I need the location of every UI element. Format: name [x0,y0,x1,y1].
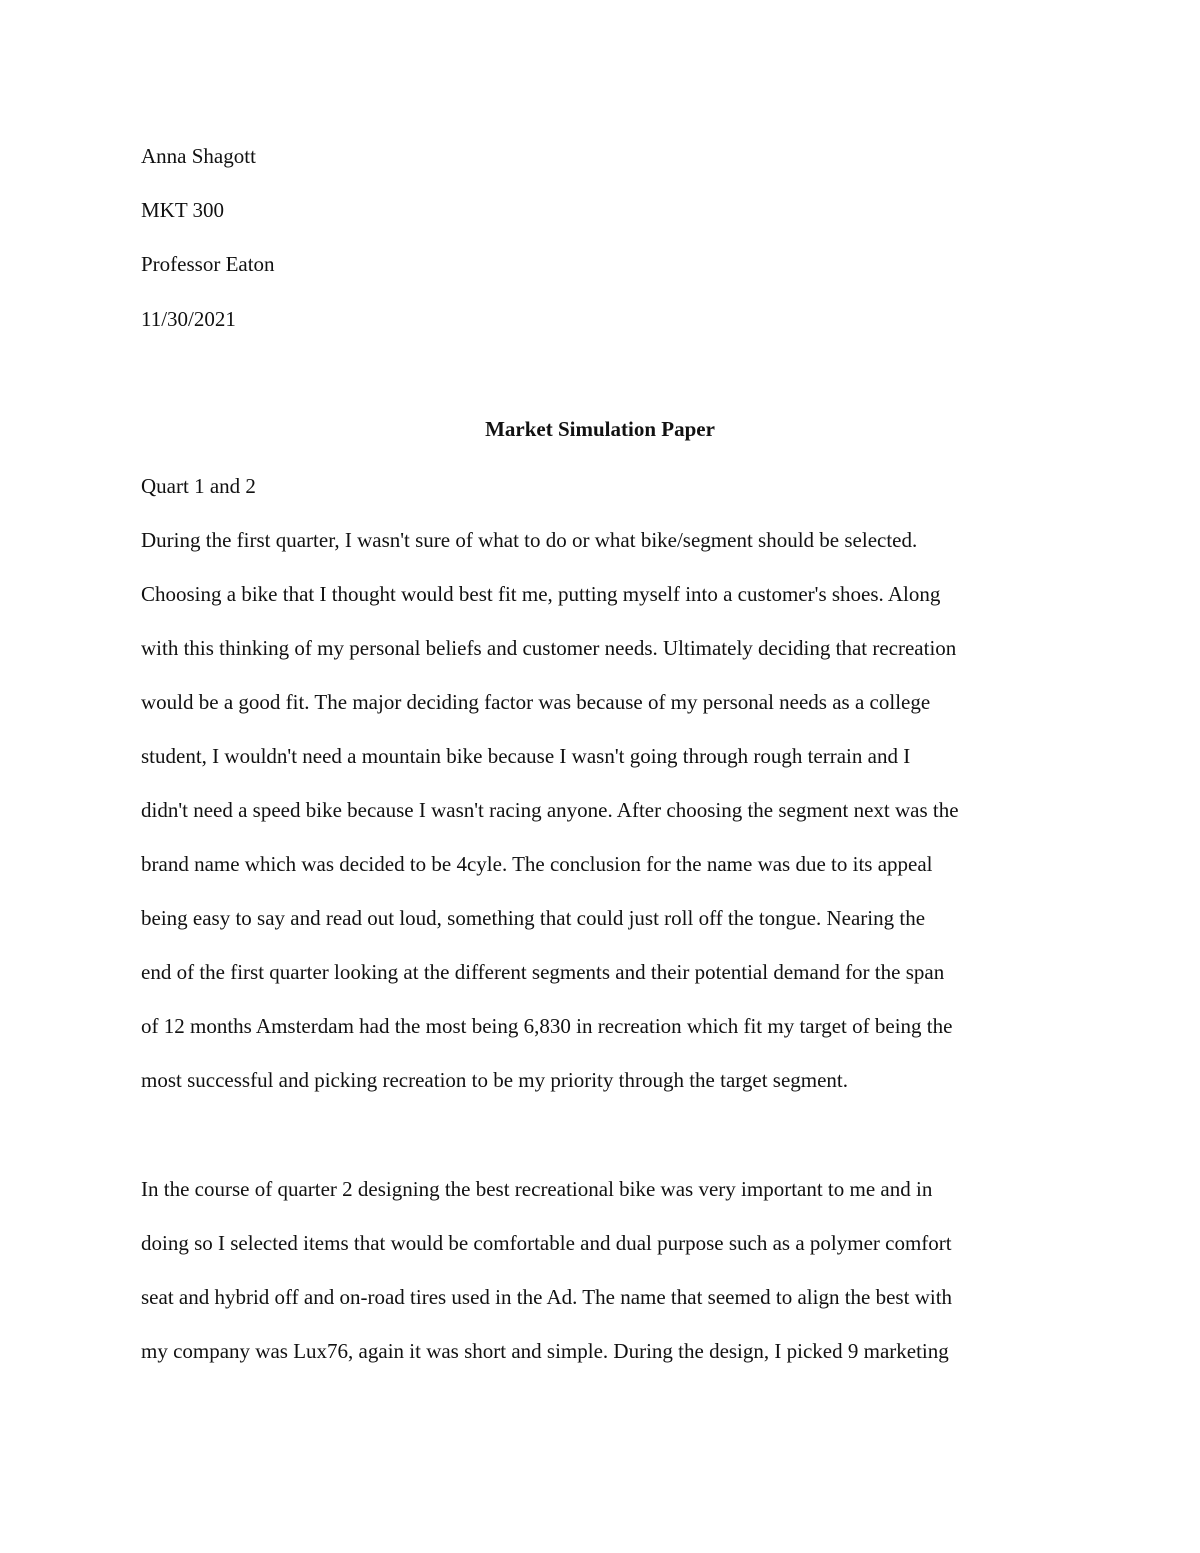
paragraph-line: In the course of quarter 2 designing the best recreational bike was very important to me and in [141,1177,933,1201]
paragraph-line: brand name which was decided to be 4cyle. The conclusion for the name was due to its appeal [141,852,933,876]
professor-name: Professor Eaton [141,252,275,276]
paragraph-line: with this thinking of my personal beliefs and customer needs. Ultimately deciding that recreation [141,636,957,660]
paragraph-line: doing so I selected items that would be comfortable and dual purpose such as a polymer comfort [141,1231,952,1255]
paragraph-line: most successful and picking recreation to be my priority through the target segment. [141,1068,849,1092]
section-heading: Quart 1 and 2 [141,474,256,498]
course-code: MKT 300 [141,198,225,222]
paragraph-line: of 12 months Amsterdam had the most being 6,830 in recreation which fit my target of being the [141,1014,953,1038]
paragraph-line: Choosing a bike that I thought would best fit me, putting myself into a customer's shoes. Along [141,582,941,606]
paragraph-line: seat and hybrid off and on-road tires used in the Ad. The name that seemed to align the best with [141,1285,953,1309]
paragraph-line: would be a good fit. The major deciding factor was because of my personal needs as a college [141,690,931,714]
author-name: Anna Shagott [141,144,256,168]
paragraph-line: being easy to say and read out loud, something that could just roll off the tongue. Nearing the [141,906,926,930]
paragraph-line: During the first quarter, I wasn't sure of what to do or what bike/segment should be selected. [141,528,918,552]
paper-date: 11/30/2021 [141,307,236,331]
paragraph-line: didn't need a speed bike because I wasn't racing anyone. After choosing the segment next was the [141,798,959,822]
paragraph-line: student, I wouldn't need a mountain bike because I wasn't going through rough terrain and I [141,744,911,768]
paragraph-line: end of the first quarter looking at the different segments and their potential demand for the span [141,960,945,984]
paragraph-line: my company was Lux76, again it was short and simple. During the design, I picked 9 marketing [141,1339,949,1363]
paper-title: Market Simulation Paper [485,417,715,441]
